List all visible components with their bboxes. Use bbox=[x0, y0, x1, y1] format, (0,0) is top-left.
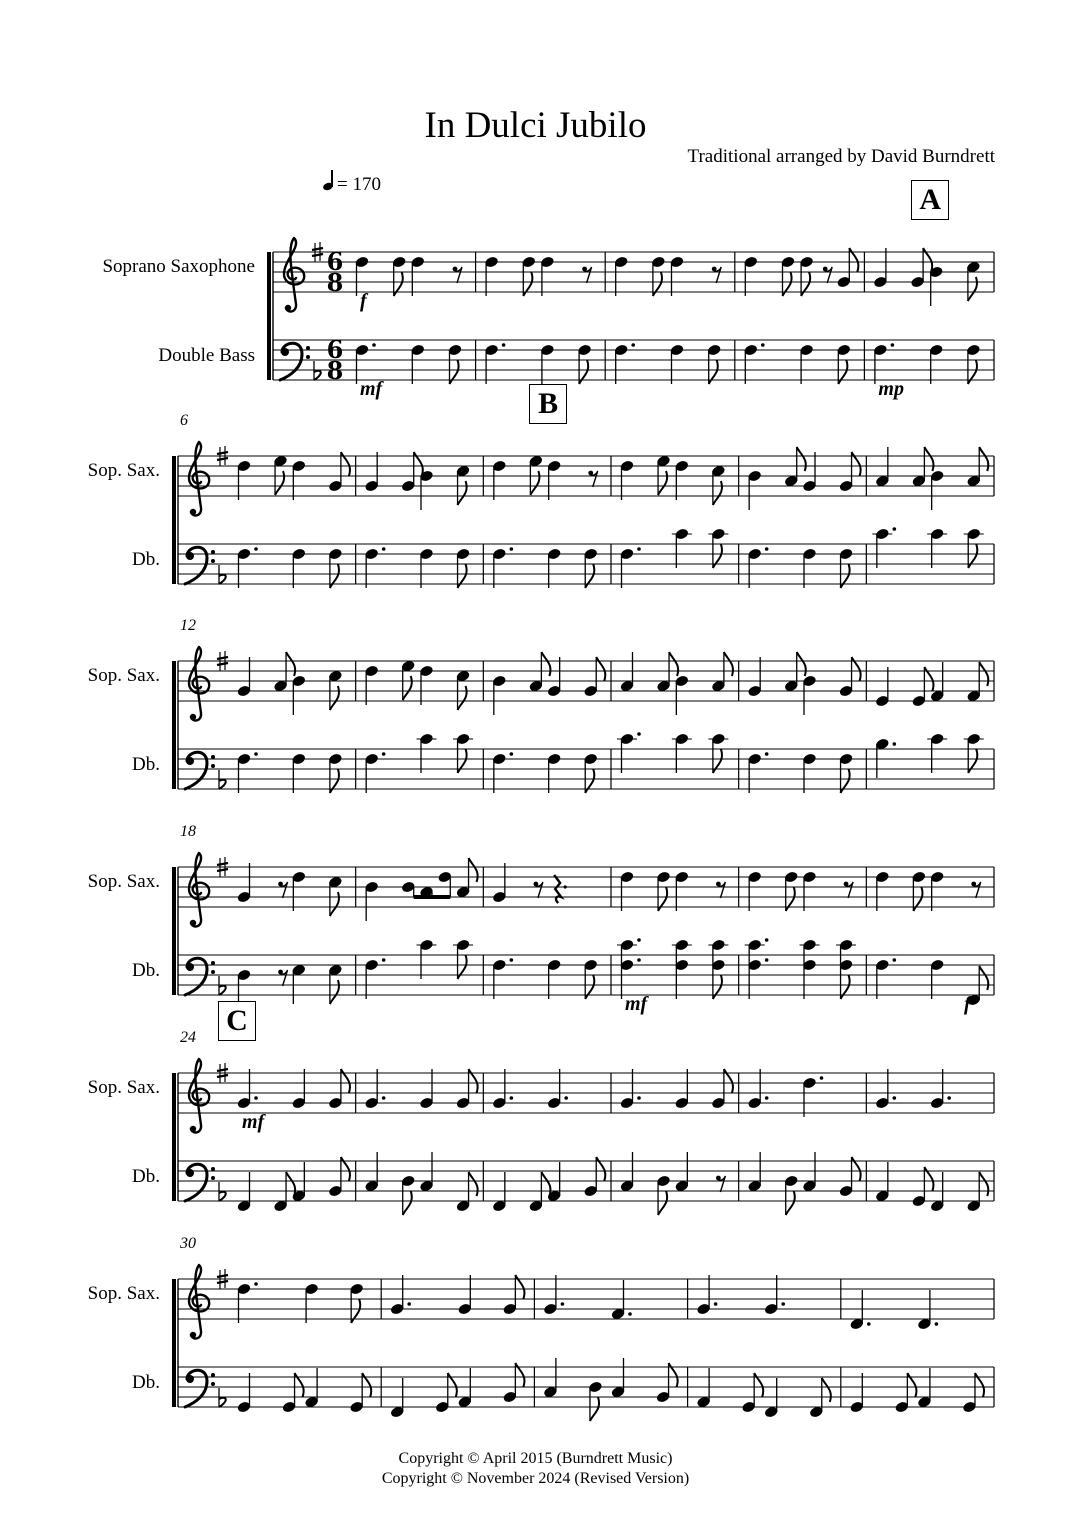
note-flag bbox=[979, 966, 988, 990]
augmentation-dot bbox=[761, 343, 765, 347]
treble-clef-icon bbox=[189, 1059, 209, 1132]
augmentation-dot bbox=[637, 547, 641, 551]
copyright-line-1: Copyright © April 2015 (Burndrett Music) bbox=[398, 1450, 673, 1467]
treble-clef-icon bbox=[189, 442, 209, 515]
dynamic-marking: mf bbox=[360, 378, 383, 400]
augmentation-dot bbox=[893, 527, 897, 531]
system-brace bbox=[172, 661, 176, 789]
augmentation-dot bbox=[820, 1076, 824, 1080]
instrument-name-soprano: Sop. Sax. bbox=[87, 460, 160, 481]
note-flag bbox=[713, 481, 722, 505]
dynamic-marking: f bbox=[360, 290, 367, 312]
augmentation-dot bbox=[893, 1096, 897, 1100]
eighth-rest-icon bbox=[844, 882, 853, 898]
augmentation-dot bbox=[765, 938, 769, 942]
augmentation-dot bbox=[382, 752, 386, 756]
augmentation-dot bbox=[893, 958, 897, 962]
eighth-rest-icon bbox=[588, 471, 597, 487]
instrument-name-bass: Db. bbox=[132, 1166, 160, 1187]
instrument-name-bass: Db. bbox=[132, 549, 160, 570]
augmentation-dot bbox=[254, 752, 258, 756]
bass-clef-icon bbox=[280, 343, 310, 380]
augmentation-dot bbox=[637, 732, 641, 736]
note-flag bbox=[590, 1397, 599, 1421]
note-flag bbox=[797, 652, 806, 676]
augmentation-dot bbox=[254, 1096, 258, 1100]
note-flag bbox=[979, 447, 988, 471]
instrument-name-bass: Db. bbox=[132, 754, 160, 775]
time-signature-top: 6 bbox=[326, 247, 344, 276]
eighth-rest-icon bbox=[533, 882, 542, 898]
score-title: In Dulci Jubilo bbox=[424, 105, 647, 146]
copyright-notice bbox=[0, 1449, 1071, 1489]
bass-clef-icon bbox=[185, 1370, 215, 1407]
augmentation-dot bbox=[935, 1322, 939, 1326]
augmentation-dot bbox=[502, 343, 506, 347]
augmentation-dot bbox=[765, 1096, 769, 1100]
augmentation-dot bbox=[637, 938, 641, 942]
augmentation-dot bbox=[254, 547, 258, 551]
measure-number: 24 bbox=[180, 1029, 196, 1046]
rehearsal-mark: A bbox=[911, 180, 949, 220]
augmentation-dot bbox=[765, 958, 769, 962]
augmentation-dot bbox=[407, 1302, 411, 1306]
augmentation-dot bbox=[765, 752, 769, 756]
augmentation-dot bbox=[628, 1312, 632, 1316]
eighth-rest-icon bbox=[712, 267, 721, 283]
eighth-rest-icon bbox=[278, 970, 287, 986]
instrument-name-soprano: Sop. Sax. bbox=[87, 665, 160, 686]
augmentation-dot bbox=[765, 547, 769, 551]
system-brace bbox=[172, 1279, 176, 1407]
augmentation-dot bbox=[510, 547, 514, 551]
note-flag bbox=[330, 686, 339, 710]
note-flag bbox=[968, 277, 977, 301]
note-flag bbox=[403, 1191, 412, 1215]
note-flag bbox=[658, 471, 667, 495]
measure-number: 30 bbox=[180, 1235, 196, 1252]
time-signature-bottom: 8 bbox=[326, 356, 344, 385]
eighth-rest-icon bbox=[278, 882, 287, 898]
quarter-rest-icon bbox=[554, 875, 567, 903]
augmentation-dot bbox=[382, 1096, 386, 1100]
note-flag bbox=[330, 980, 339, 1004]
note-flag bbox=[330, 892, 339, 916]
augmentation-dot bbox=[637, 1096, 641, 1100]
treble-clef-icon bbox=[189, 853, 209, 926]
note-flag bbox=[786, 1191, 795, 1215]
system-brace bbox=[172, 867, 176, 995]
augmentation-dot bbox=[714, 1302, 718, 1306]
augmentation-dot bbox=[561, 1302, 565, 1306]
bass-clef-icon bbox=[185, 547, 215, 584]
note-flag bbox=[530, 471, 539, 495]
instrument-name-bass: Db. bbox=[132, 1372, 160, 1393]
note-flag bbox=[924, 447, 933, 471]
note-flag bbox=[541, 652, 550, 676]
augmentation-dot bbox=[893, 742, 897, 746]
note-flag bbox=[979, 662, 988, 686]
note-flag bbox=[469, 1172, 478, 1196]
rehearsal-mark: B bbox=[529, 384, 567, 424]
dynamic-marking: mp bbox=[878, 378, 904, 400]
measure-number: 12 bbox=[180, 617, 196, 634]
eighth-rest-icon bbox=[453, 267, 462, 283]
treble-clef-icon bbox=[189, 647, 209, 720]
augmentation-dot bbox=[637, 958, 641, 962]
note-flag bbox=[286, 652, 295, 676]
eighth-rest-icon bbox=[716, 882, 725, 898]
copyright-line-2: Copyright © November 2024 (Revised Version) bbox=[381, 1470, 690, 1487]
augmentation-dot bbox=[510, 1096, 514, 1100]
instrument-name-soprano: Soprano Saxophone bbox=[102, 256, 255, 277]
augmentation-dot bbox=[254, 1282, 258, 1286]
note-flag bbox=[403, 676, 412, 700]
augmentation-dot bbox=[891, 343, 895, 347]
rehearsal-mark: C bbox=[218, 1001, 256, 1041]
system-brace bbox=[267, 252, 271, 380]
note-flag bbox=[469, 858, 478, 882]
note-flag bbox=[822, 1378, 831, 1402]
note-flag bbox=[275, 471, 284, 495]
augmentation-dot bbox=[372, 343, 376, 347]
instrument-name-bass: Double Bass bbox=[158, 345, 255, 366]
instrument-name-soprano: Sop. Sax. bbox=[87, 1077, 160, 1098]
augmentation-dot bbox=[631, 343, 635, 347]
augmentation-dot bbox=[382, 547, 386, 551]
tempo-value: = 170 bbox=[337, 174, 381, 195]
augmentation-dot bbox=[867, 1322, 871, 1326]
treble-clef-icon bbox=[284, 238, 304, 311]
note-flag bbox=[797, 447, 806, 471]
bass-clef-icon bbox=[185, 1164, 215, 1201]
bass-clef-icon bbox=[185, 752, 215, 789]
note-flag bbox=[458, 686, 467, 710]
time-signature-top: 6 bbox=[326, 335, 344, 364]
composer-credit: Traditional arranged by David Burndrett bbox=[687, 146, 995, 167]
dynamic-marking: mf bbox=[625, 993, 648, 1015]
treble-clef-icon bbox=[189, 1265, 209, 1338]
system-brace bbox=[172, 456, 176, 584]
note-flag bbox=[724, 652, 733, 676]
eighth-rest-icon bbox=[823, 267, 832, 283]
system-brace bbox=[172, 1073, 176, 1201]
note-flag bbox=[286, 1172, 295, 1196]
augmentation-dot bbox=[510, 752, 514, 756]
dynamic-marking: f bbox=[964, 993, 971, 1015]
measure-number: 18 bbox=[180, 823, 196, 840]
note-flag bbox=[979, 1172, 988, 1196]
time-signature-bottom: 8 bbox=[326, 268, 344, 297]
eighth-rest-icon bbox=[716, 1176, 725, 1192]
instrument-name-soprano: Sop. Sax. bbox=[87, 1283, 160, 1304]
measure-number: 6 bbox=[180, 412, 188, 429]
eighth-rest-icon bbox=[582, 267, 591, 283]
augmentation-dot bbox=[382, 958, 386, 962]
augmentation-dot bbox=[564, 1096, 568, 1100]
eighth-rest-icon bbox=[971, 882, 980, 898]
dynamic-marking: mf bbox=[242, 1111, 265, 1133]
instrument-name-bass: Db. bbox=[132, 960, 160, 981]
note-flag bbox=[541, 1172, 550, 1196]
augmentation-dot bbox=[947, 1096, 951, 1100]
augmentation-dot bbox=[781, 1302, 785, 1306]
note-flag bbox=[669, 652, 678, 676]
note-flag bbox=[658, 1191, 667, 1215]
note-flag bbox=[458, 481, 467, 505]
instrument-name-soprano: Sop. Sax. bbox=[87, 871, 160, 892]
bass-clef-icon bbox=[185, 958, 215, 995]
augmentation-dot bbox=[510, 958, 514, 962]
